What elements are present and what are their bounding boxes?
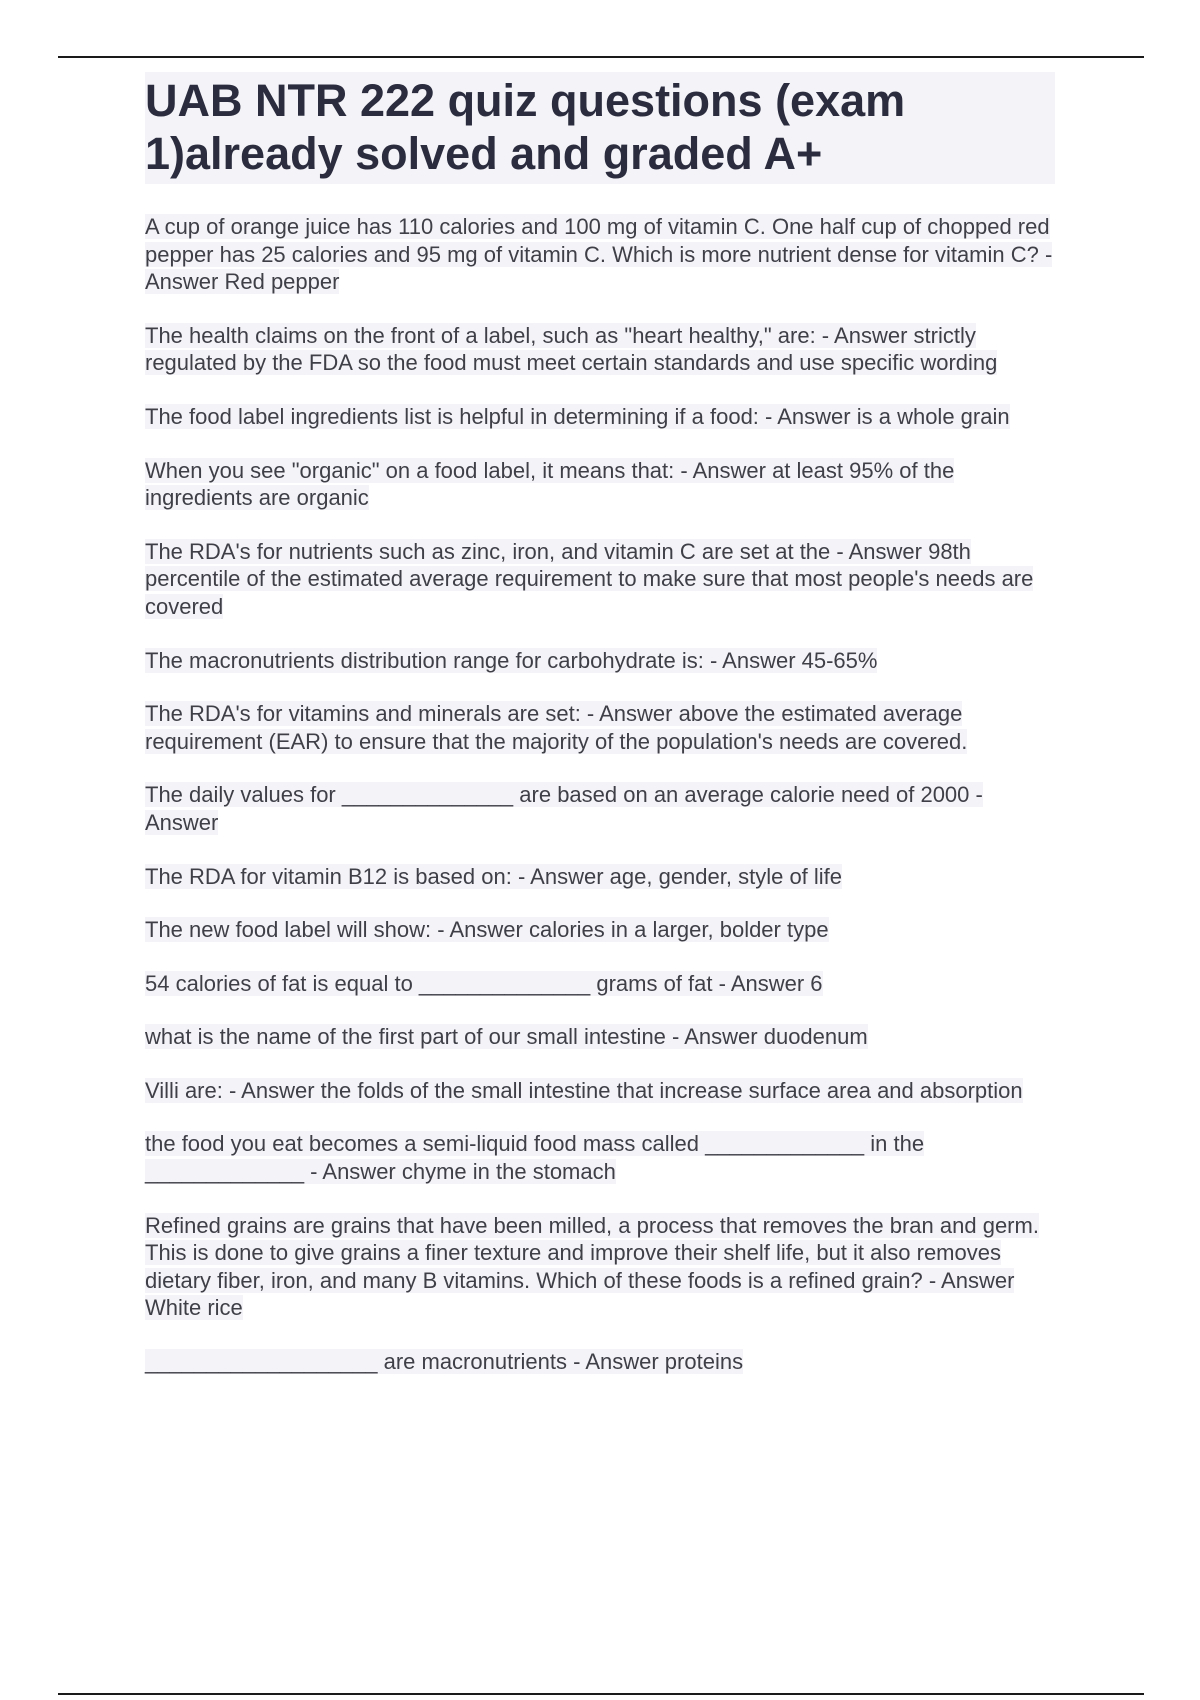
qa-item <box>145 700 1055 755</box>
qa-item <box>145 970 1055 998</box>
qa-item <box>145 322 1055 377</box>
qa-item <box>145 403 1055 431</box>
qa-text: what is the name of the first part of our small intestine - Answer duodenum <box>145 1024 868 1050</box>
qa-text: The RDA for vitamin B12 is based on: - Answer age, gender, style of life <box>145 863 843 889</box>
qa-text: The daily values for ______________ are based on an average calorie need of 2000 - Answer <box>145 782 983 835</box>
qa-item <box>145 1348 1055 1376</box>
qa-text: ___________________ are macronutrients - Answer proteins <box>145 1349 744 1375</box>
qa-text: When you see "organic" on a food label, it means that: - Answer at least 95% of the ingredients are organic <box>145 457 955 511</box>
qa-item <box>145 863 1055 891</box>
bottom-rule <box>58 1693 1144 1695</box>
qa-text: The RDA's for nutrients such as zinc, iron, and vitamin C are set at the - Answer 98th percentile of the estimated average requirement to make sure that most people's needs are covered <box>145 538 1034 619</box>
qa-text: The new food label will show: - Answer calories in a larger, bolder type <box>145 917 829 943</box>
qa-text: The macronutrients distribution range for carbohydrate is: - Answer 45-65% <box>145 647 878 673</box>
qa-text: A cup of orange juice has 110 calories and 100 mg of vitamin C. One half cup of chopped red pepper has 25 calories and 95 mg of vitamin C. Which is more nutrient dense for vitamin C? - Answer Red pepper <box>145 214 1053 295</box>
qa-text: the food you eat becomes a semi-liquid food mass called _____________ in the _____________ - Answer chyme in the stomach <box>145 1131 925 1185</box>
qa-item <box>145 781 1055 836</box>
qa-item <box>145 1130 1055 1185</box>
qa-text: Villi are: - Answer the folds of the small intestine that increase surface area and absorption <box>145 1077 1023 1103</box>
qa-text: The food label ingredients list is helpful in determining if a food: - Answer is a whole grain <box>145 403 1010 429</box>
qa-item <box>145 647 1055 675</box>
qa-item <box>145 457 1055 512</box>
qa-item <box>145 538 1055 621</box>
qa-text: 54 calories of fat is equal to ______________ grams of fat - Answer 6 <box>145 970 823 996</box>
qa-text: Refined grains are grains that have been milled, a process that removes the bran and germ. This is done to give grains a finer texture and improve their shelf life, but it also removes dietary fiber, iron, and many B vitamins. Which of these foods is a refined grain? - Answer White rice <box>145 1212 1039 1321</box>
qa-item <box>145 1077 1055 1105</box>
qa-item <box>145 1023 1055 1051</box>
document-page <box>145 72 1055 1402</box>
top-rule <box>58 56 1144 58</box>
qa-text: The health claims on the front of a label, such as "heart healthy," are: - Answer strictly regulated by the FDA so the food must meet certain standards and use specific wording <box>145 322 998 376</box>
qa-text: The RDA's for vitamins and minerals are set: - Answer above the estimated average requirement (EAR) to ensure that the majority of the population's needs are covered. <box>145 701 968 754</box>
qa-item <box>145 916 1055 944</box>
qa-item <box>145 213 1055 296</box>
qa-item <box>145 1212 1055 1322</box>
qa-list <box>145 213 1055 1376</box>
document-title: UAB NTR 222 quiz questions (exam 1)already solved and graded A+ <box>145 72 1055 184</box>
